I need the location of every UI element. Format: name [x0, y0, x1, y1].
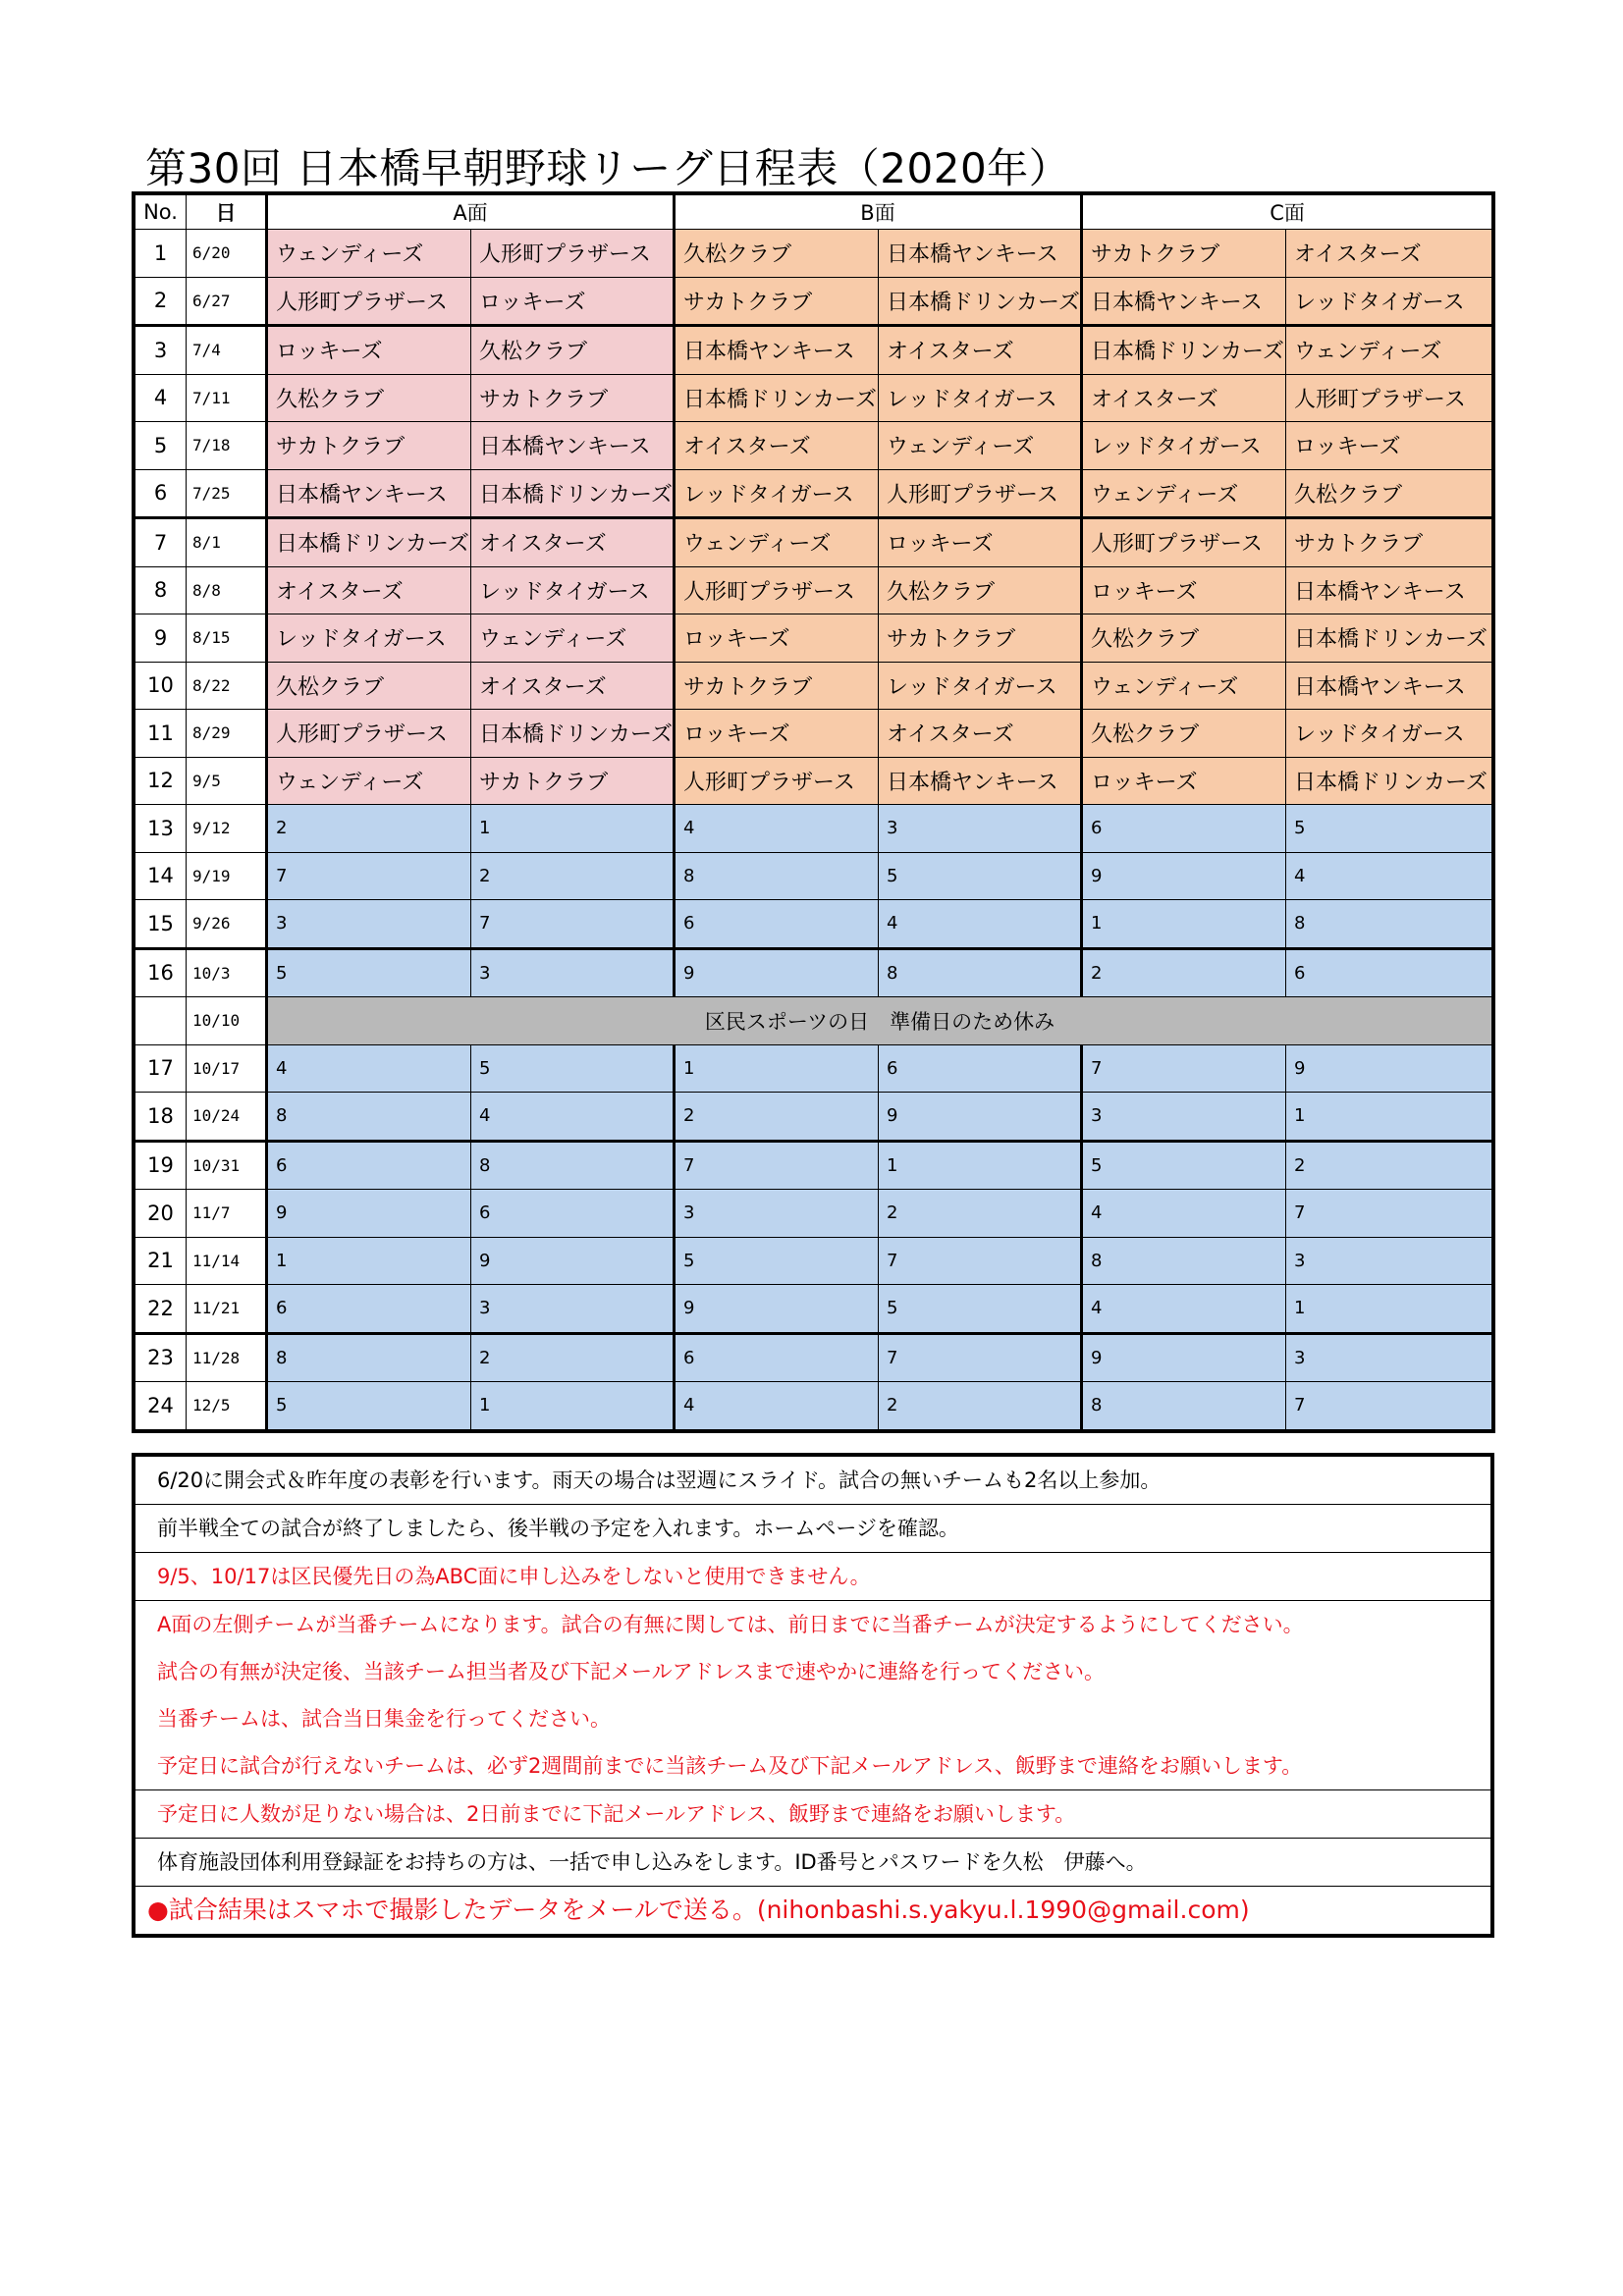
team-cell: ロッキーズ — [1082, 566, 1286, 614]
team-number-cell: 3 — [879, 805, 1082, 853]
team-number-cell: 1 — [471, 1382, 675, 1430]
row-date: 8/8 — [187, 566, 267, 614]
row-number: 21 — [135, 1237, 187, 1285]
team-number-cell: 9 — [471, 1237, 675, 1285]
team-number-cell: 6 — [267, 1285, 471, 1334]
team-number-cell: 3 — [1286, 1333, 1492, 1382]
team-number-cell: 6 — [267, 1141, 471, 1190]
team-cell: 久松クラブ — [471, 326, 675, 375]
team-cell: オイスターズ — [879, 710, 1082, 758]
team-cell: ウェンディーズ — [1082, 662, 1286, 710]
team-number-cell: 4 — [879, 900, 1082, 949]
team-number-cell: 8 — [1286, 900, 1492, 949]
schedule-row — [135, 566, 1492, 614]
row-date: 11/14 — [187, 1237, 267, 1285]
row-number: 24 — [135, 1382, 187, 1430]
row-date: 9/26 — [187, 900, 267, 949]
team-cell: オイスターズ — [879, 326, 1082, 375]
row-date: 7/25 — [187, 469, 267, 518]
row-number: 14 — [135, 852, 187, 900]
team-cell: オイスターズ — [267, 566, 471, 614]
team-cell: 日本橋ヤンキース — [675, 326, 879, 375]
team-number-cell: 5 — [1082, 1141, 1286, 1190]
team-number-cell: 7 — [879, 1237, 1082, 1285]
team-cell: 日本橋ヤンキース — [1286, 566, 1492, 614]
row-number: 4 — [135, 374, 187, 422]
team-cell: 人形町プラザース — [1286, 374, 1492, 422]
note-results-text: ●試合結果はスマホで撮影したデータをメールで送る。(nihonbashi.s.yakyu.l.1990@gmail.com) — [147, 1896, 1250, 1924]
team-number-cell: 5 — [1286, 805, 1492, 853]
team-cell: 日本橋ドリンカーズ — [675, 374, 879, 422]
row-number: 22 — [135, 1285, 187, 1334]
row-number: 11 — [135, 710, 187, 758]
page-title: 第30回 日本橋早朝野球リーグ日程表（2020年） — [145, 144, 1071, 192]
team-cell: 日本橋ドリンカーズ — [1082, 326, 1286, 375]
header-date: 日 — [187, 195, 267, 230]
team-cell: サカトクラブ — [1082, 230, 1286, 278]
schedule-row — [135, 1237, 1492, 1285]
row-date: 7/4 — [187, 326, 267, 375]
note-shortage: 予定日に人数が足りない場合は、2日前までに下記メールアドレス、飯野まで連絡をお願いします。 — [135, 1790, 1491, 1839]
team-cell: 人形町プラザース — [267, 710, 471, 758]
row-date: 8/22 — [187, 662, 267, 710]
row-date: 9/19 — [187, 852, 267, 900]
team-number-cell: 3 — [1286, 1237, 1492, 1285]
team-number-cell: 5 — [267, 1382, 471, 1430]
schedule-row — [135, 422, 1492, 470]
team-number-cell: 5 — [879, 852, 1082, 900]
row-number: 23 — [135, 1333, 187, 1382]
team-number-cell: 3 — [267, 900, 471, 949]
row-number: 12 — [135, 757, 187, 805]
team-number-cell: 8 — [675, 852, 879, 900]
team-number-cell: 6 — [1082, 805, 1286, 853]
team-number-cell: 1 — [1286, 1285, 1492, 1334]
team-cell: レッドタイガース — [267, 614, 471, 663]
row-date: 8/1 — [187, 518, 267, 567]
team-number-cell: 2 — [879, 1382, 1082, 1430]
row-date: 7/18 — [187, 422, 267, 470]
team-number-cell: 1 — [1082, 900, 1286, 949]
team-cell: ウェンディーズ — [675, 518, 879, 567]
team-cell: 日本橋ヤンキース — [879, 230, 1082, 278]
header-field-b: B面 — [675, 195, 1082, 230]
team-cell: 久松クラブ — [1286, 469, 1492, 518]
team-number-cell: 5 — [675, 1237, 879, 1285]
team-cell: レッドタイガース — [1082, 422, 1286, 470]
team-cell: 久松クラブ — [1082, 710, 1286, 758]
note-priority-days: 9/5、10/17は区民優先日の為ABC面に申し込みをしないと使用できません。 — [135, 1553, 1491, 1601]
row-date: 8/15 — [187, 614, 267, 663]
schedule-table — [135, 194, 1492, 1430]
team-number-cell: 8 — [879, 948, 1082, 997]
team-cell: 日本橋ドリンカーズ — [471, 469, 675, 518]
team-number-cell: 4 — [1082, 1285, 1286, 1334]
team-cell: ロッキーズ — [675, 614, 879, 663]
header-field-a: A面 — [267, 195, 675, 230]
schedule-row — [135, 518, 1492, 567]
team-number-cell: 7 — [471, 900, 675, 949]
row-number: 17 — [135, 1044, 187, 1093]
team-number-cell: 4 — [267, 1044, 471, 1093]
row-number: 3 — [135, 326, 187, 375]
schedule-row — [135, 900, 1492, 949]
team-cell: サカトクラブ — [879, 614, 1082, 663]
note-results-email — [135, 1887, 1491, 1935]
schedule-row — [135, 1333, 1492, 1382]
team-cell: 日本橋ヤンキース — [1286, 662, 1492, 710]
row-date: 10/10 — [187, 997, 267, 1045]
team-number-cell: 6 — [675, 1333, 879, 1382]
schedule-row — [135, 1382, 1492, 1430]
row-number: 1 — [135, 230, 187, 278]
team-number-cell: 9 — [675, 1285, 879, 1334]
note-duty-line-1: A面の左側チームが当番チームになります。試合の有無に関しては、前日までに当番チームが決定するようにしてください。 — [157, 1613, 1304, 1636]
team-number-cell: 9 — [1082, 852, 1286, 900]
team-number-cell: 9 — [675, 948, 879, 997]
team-number-cell: 2 — [471, 1333, 675, 1382]
header-no: No. — [135, 195, 187, 230]
team-number-cell: 3 — [471, 1285, 675, 1334]
team-cell: オイスターズ — [675, 422, 879, 470]
team-cell: 日本橋ドリンカーズ — [1286, 614, 1492, 663]
row-number: 18 — [135, 1093, 187, 1142]
note-opening: 6/20に開会式＆昨年度の表彰を行います。雨天の場合は翌週にスライド。試合の無いチームも2名以上参加。 — [135, 1457, 1491, 1505]
team-number-cell: 7 — [879, 1333, 1082, 1382]
row-number: 6 — [135, 469, 187, 518]
team-cell: 人形町プラザース — [471, 230, 675, 278]
team-number-cell: 4 — [1286, 852, 1492, 900]
team-cell: 日本橋ヤンキース — [471, 422, 675, 470]
team-number-cell: 5 — [879, 1285, 1082, 1334]
row-date: 12/5 — [187, 1382, 267, 1430]
team-number-cell: 9 — [879, 1093, 1082, 1142]
team-number-cell: 7 — [267, 852, 471, 900]
row-number: 8 — [135, 566, 187, 614]
team-number-cell: 7 — [675, 1141, 879, 1190]
row-number: 16 — [135, 948, 187, 997]
schedule-row — [135, 1044, 1492, 1093]
team-number-cell: 9 — [1082, 1333, 1286, 1382]
note-duty-team — [135, 1601, 1491, 1790]
note-duty-line-4: 予定日に試合が行えないチームは、必ず2週間前までに当該チーム及び下記メールアドレス、飯野まで連絡をお願いします。 — [157, 1754, 1303, 1778]
team-cell: 日本橋ドリンカーズ — [471, 710, 675, 758]
schedule-row — [135, 757, 1492, 805]
team-cell: サカトクラブ — [675, 662, 879, 710]
schedule-row — [135, 1141, 1492, 1190]
team-number-cell: 4 — [471, 1093, 675, 1142]
team-cell: レッドタイガース — [1286, 277, 1492, 326]
row-date: 10/17 — [187, 1044, 267, 1093]
schedule-row — [135, 1093, 1492, 1142]
team-cell: オイスターズ — [471, 518, 675, 567]
team-cell: ロッキーズ — [471, 277, 675, 326]
team-cell: レッドタイガース — [471, 566, 675, 614]
row-date: 10/3 — [187, 948, 267, 997]
row-date: 11/21 — [187, 1285, 267, 1334]
team-number-cell: 4 — [1082, 1190, 1286, 1238]
team-cell: 人形町プラザース — [1082, 518, 1286, 567]
team-cell: ロッキーズ — [267, 326, 471, 375]
team-number-cell: 7 — [1082, 1044, 1286, 1093]
schedule-row — [135, 948, 1492, 997]
team-cell: オイスターズ — [1286, 230, 1492, 278]
team-cell: レッドタイガース — [1286, 710, 1492, 758]
row-number: 19 — [135, 1141, 187, 1190]
team-cell: 日本橋ドリンカーズ — [1286, 757, 1492, 805]
team-number-cell: 2 — [1286, 1141, 1492, 1190]
team-cell: ロッキーズ — [1286, 422, 1492, 470]
row-date: 10/31 — [187, 1141, 267, 1190]
team-number-cell: 3 — [471, 948, 675, 997]
schedule-row — [135, 805, 1492, 853]
team-cell: ロッキーズ — [879, 518, 1082, 567]
schedule-row — [135, 852, 1492, 900]
team-number-cell: 3 — [675, 1190, 879, 1238]
row-number: 15 — [135, 900, 187, 949]
team-cell: 人形町プラザース — [267, 277, 471, 326]
schedule-row — [135, 230, 1492, 278]
schedule-row — [135, 710, 1492, 758]
row-date: 11/28 — [187, 1333, 267, 1382]
team-cell: 人形町プラザース — [675, 757, 879, 805]
header-field-c: C面 — [1082, 195, 1492, 230]
team-number-cell: 3 — [1082, 1093, 1286, 1142]
team-cell: 日本橋ヤンキース — [267, 469, 471, 518]
team-number-cell: 8 — [267, 1093, 471, 1142]
team-cell: サカトクラブ — [1286, 518, 1492, 567]
row-number — [135, 997, 187, 1045]
team-cell: オイスターズ — [471, 662, 675, 710]
team-cell: ウェンディーズ — [879, 422, 1082, 470]
schedule-body — [135, 230, 1492, 1430]
team-number-cell: 8 — [267, 1333, 471, 1382]
schedule-row — [135, 1190, 1492, 1238]
schedule-row — [135, 997, 1492, 1045]
team-number-cell: 2 — [675, 1093, 879, 1142]
team-cell: レッドタイガース — [879, 662, 1082, 710]
team-number-cell: 2 — [1082, 948, 1286, 997]
team-cell: サカトクラブ — [675, 277, 879, 326]
team-number-cell: 8 — [471, 1141, 675, 1190]
team-number-cell: 1 — [879, 1141, 1082, 1190]
team-cell: 人形町プラザース — [675, 566, 879, 614]
team-number-cell: 9 — [1286, 1044, 1492, 1093]
schedule-row — [135, 374, 1492, 422]
row-date: 6/27 — [187, 277, 267, 326]
team-number-cell: 2 — [267, 805, 471, 853]
team-cell: 日本橋ドリンカーズ — [879, 277, 1082, 326]
team-cell: ウェンディーズ — [471, 614, 675, 663]
row-date: 11/7 — [187, 1190, 267, 1238]
row-number: 13 — [135, 805, 187, 853]
row-date: 8/29 — [187, 710, 267, 758]
row-date: 9/12 — [187, 805, 267, 853]
row-number: 2 — [135, 277, 187, 326]
team-cell: ウェンディーズ — [1082, 469, 1286, 518]
team-number-cell: 7 — [1286, 1382, 1492, 1430]
schedule-row — [135, 326, 1492, 375]
team-cell: オイスターズ — [1082, 374, 1286, 422]
team-number-cell: 7 — [1286, 1190, 1492, 1238]
team-cell: 日本橋ヤンキース — [879, 757, 1082, 805]
header-row — [135, 195, 1492, 230]
team-number-cell: 6 — [879, 1044, 1082, 1093]
team-cell: レッドタイガース — [675, 469, 879, 518]
team-number-cell: 2 — [471, 852, 675, 900]
team-cell: ウェンディーズ — [267, 757, 471, 805]
team-number-cell: 4 — [675, 805, 879, 853]
team-number-cell: 6 — [675, 900, 879, 949]
row-number: 10 — [135, 662, 187, 710]
row-number: 9 — [135, 614, 187, 663]
notes-table — [135, 1456, 1491, 1935]
schedule-row — [135, 277, 1492, 326]
team-cell: サカトクラブ — [471, 374, 675, 422]
team-number-cell: 1 — [471, 805, 675, 853]
team-cell: サカトクラブ — [471, 757, 675, 805]
team-number-cell: 4 — [675, 1382, 879, 1430]
team-number-cell: 9 — [267, 1190, 471, 1238]
team-number-cell: 1 — [1286, 1093, 1492, 1142]
row-number: 5 — [135, 422, 187, 470]
row-date: 10/24 — [187, 1093, 267, 1142]
schedule-row — [135, 469, 1492, 518]
team-cell: 久松クラブ — [879, 566, 1082, 614]
team-number-cell: 2 — [879, 1190, 1082, 1238]
team-cell: ロッキーズ — [675, 710, 879, 758]
team-cell: 久松クラブ — [675, 230, 879, 278]
row-date: 6/20 — [187, 230, 267, 278]
row-number: 7 — [135, 518, 187, 567]
holiday-notice: 区民スポーツの日 準備日のため休み — [267, 997, 1492, 1045]
note-duty-line-3: 当番チームは、試合当日集金を行ってください。 — [157, 1707, 611, 1731]
team-number-cell: 1 — [267, 1237, 471, 1285]
team-cell: 人形町プラザース — [879, 469, 1082, 518]
team-cell: レッドタイガース — [879, 374, 1082, 422]
row-date: 7/11 — [187, 374, 267, 422]
row-date: 9/5 — [187, 757, 267, 805]
team-cell: 日本橋ドリンカーズ — [267, 518, 471, 567]
schedule-row — [135, 614, 1492, 663]
team-cell: 日本橋ヤンキース — [1082, 277, 1286, 326]
team-cell: サカトクラブ — [267, 422, 471, 470]
team-cell: ウェンディーズ — [1286, 326, 1492, 375]
team-number-cell: 5 — [267, 948, 471, 997]
note-registration: 体育施設団体利用登録証をお持ちの方は、一括で申し込みをします。ID番号とパスワードを久松 伊藤へ。 — [135, 1839, 1491, 1887]
team-number-cell: 6 — [471, 1190, 675, 1238]
team-cell: 久松クラブ — [1082, 614, 1286, 663]
row-number: 20 — [135, 1190, 187, 1238]
team-number-cell: 6 — [1286, 948, 1492, 997]
team-cell: ウェンディーズ — [267, 230, 471, 278]
team-number-cell: 5 — [471, 1044, 675, 1093]
schedule-row — [135, 1285, 1492, 1334]
team-cell: 久松クラブ — [267, 662, 471, 710]
schedule-row — [135, 662, 1492, 710]
team-number-cell: 1 — [675, 1044, 879, 1093]
team-cell: 久松クラブ — [267, 374, 471, 422]
note-duty-line-2: 試合の有無が決定後、当該チーム担当者及び下記メールアドレスまで速やかに連絡を行ってください。 — [157, 1660, 1105, 1683]
note-second-half: 前半戦全ての試合が終了しましたら、後半戦の予定を入れます。ホームページを確認。 — [135, 1505, 1491, 1553]
team-cell: ロッキーズ — [1082, 757, 1286, 805]
team-number-cell: 8 — [1082, 1382, 1286, 1430]
team-number-cell: 8 — [1082, 1237, 1286, 1285]
